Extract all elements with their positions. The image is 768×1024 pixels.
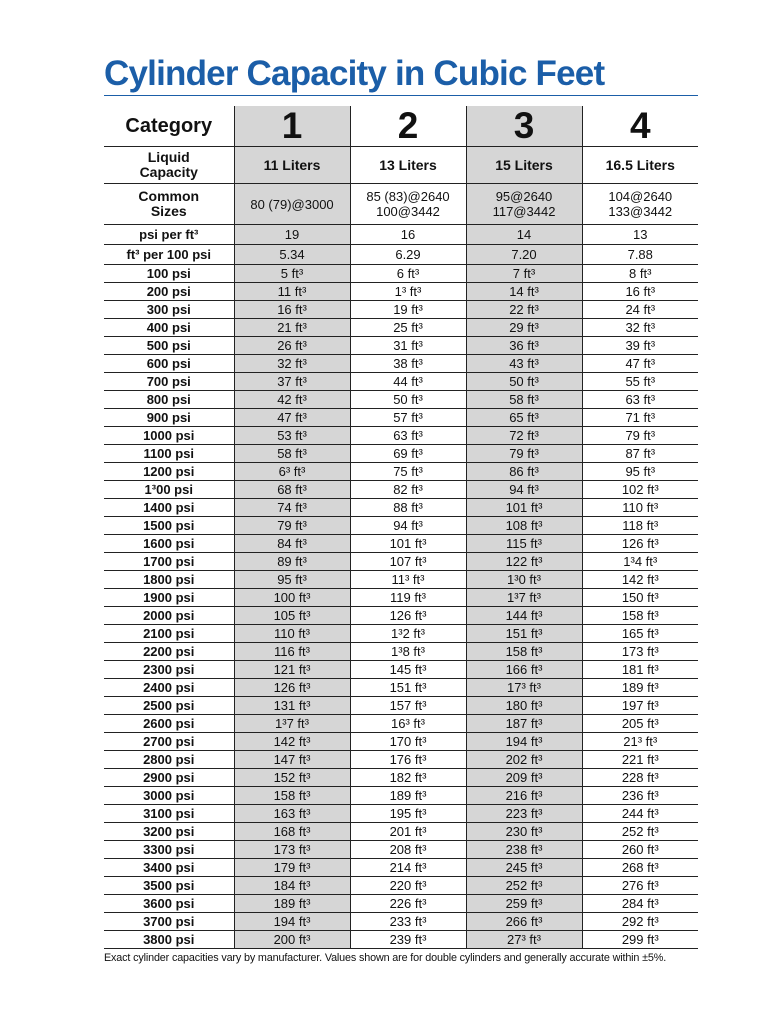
liquid-capacity-cell: 13 Liters: [350, 147, 466, 184]
capacity-cell: 157 ft³: [350, 697, 466, 715]
capacity-cell: 223 ft³: [466, 805, 582, 823]
capacity-cell: 142 ft³: [582, 571, 698, 589]
table-row: [104, 283, 698, 301]
capacity-cell: 144 ft³: [466, 607, 582, 625]
table-row: [104, 481, 698, 499]
common-sizes-cell: 85 (83)@2640 100@3442: [350, 184, 466, 225]
ft3-per-100psi-cell: 7.88: [582, 245, 698, 265]
pressure-label: 3400 psi: [104, 859, 234, 877]
table-row: [104, 895, 698, 913]
psi-per-ft3-cell: 19: [234, 225, 350, 245]
capacity-cell: 189 ft³: [350, 787, 466, 805]
psi-per-ft3-label: psi per ft³: [104, 225, 234, 245]
capacity-cell: 142 ft³: [234, 733, 350, 751]
pressure-label: 500 psi: [104, 337, 234, 355]
category-label: Category: [104, 106, 234, 147]
capacity-cell: 87 ft³: [582, 445, 698, 463]
pressure-label: 1600 psi: [104, 535, 234, 553]
capacity-cell: 53 ft³: [234, 427, 350, 445]
capacity-cell: 121 ft³: [234, 661, 350, 679]
capacity-cell: 101 ft³: [350, 535, 466, 553]
table-row: [104, 409, 698, 427]
capacity-cell: 173 ft³: [582, 643, 698, 661]
ft3-per-100psi-cell: 7.20: [466, 245, 582, 265]
capacity-cell: 118 ft³: [582, 517, 698, 535]
capacity-cell: 266 ft³: [466, 913, 582, 931]
table-row: [104, 805, 698, 823]
psi-per-ft3-cell: 16: [350, 225, 466, 245]
capacity-cell: 151 ft³: [350, 679, 466, 697]
capacity-cell: 82 ft³: [350, 481, 466, 499]
capacity-cell: 126 ft³: [234, 679, 350, 697]
capacity-cell: 209 ft³: [466, 769, 582, 787]
table-row: [104, 715, 698, 733]
capacity-cell: 189 ft³: [582, 679, 698, 697]
common-sizes-cell: 80 (79)@3000: [234, 184, 350, 225]
capacity-cell: 27³ ft³: [466, 931, 582, 949]
capacity-cell: 245 ft³: [466, 859, 582, 877]
table-row: [104, 571, 698, 589]
pressure-label: 2800 psi: [104, 751, 234, 769]
capacity-cell: 202 ft³: [466, 751, 582, 769]
capacity-cell: 238 ft³: [466, 841, 582, 859]
table-row: [104, 499, 698, 517]
pressure-label: 400 psi: [104, 319, 234, 337]
capacity-cell: 37 ft³: [234, 373, 350, 391]
capacity-cell: 108 ft³: [466, 517, 582, 535]
pressure-label: 1900 psi: [104, 589, 234, 607]
capacity-cell: 116 ft³: [234, 643, 350, 661]
pressure-label: 1100 psi: [104, 445, 234, 463]
ft3-per-100psi-cell: 6.29: [350, 245, 466, 265]
table-row: [104, 661, 698, 679]
capacity-cell: 71 ft³: [582, 409, 698, 427]
capacity-cell: 195 ft³: [350, 805, 466, 823]
capacity-cell: 50 ft³: [350, 391, 466, 409]
capacity-cell: 69 ft³: [350, 445, 466, 463]
liquid-capacity-row: [104, 147, 698, 184]
table-row: [104, 625, 698, 643]
capacity-cell: 236 ft³: [582, 787, 698, 805]
table-row: [104, 463, 698, 481]
pressure-label: 2000 psi: [104, 607, 234, 625]
capacity-cell: 43 ft³: [466, 355, 582, 373]
capacity-table: [104, 106, 698, 949]
capacity-cell: 31 ft³: [350, 337, 466, 355]
capacity-cell: 1³0 ft³: [466, 571, 582, 589]
capacity-cell: 260 ft³: [582, 841, 698, 859]
capacity-cell: 173 ft³: [234, 841, 350, 859]
table-row: [104, 931, 698, 949]
capacity-cell: 184 ft³: [234, 877, 350, 895]
liquid-capacity-cell: 15 Liters: [466, 147, 582, 184]
capacity-cell: 14 ft³: [466, 283, 582, 301]
pressure-label: 700 psi: [104, 373, 234, 391]
capacity-cell: 168 ft³: [234, 823, 350, 841]
capacity-cell: 1³2 ft³: [350, 625, 466, 643]
table-row: [104, 697, 698, 715]
capacity-cell: 94 ft³: [466, 481, 582, 499]
capacity-cell: 239 ft³: [350, 931, 466, 949]
pressure-label: 1400 psi: [104, 499, 234, 517]
pressure-label: 2500 psi: [104, 697, 234, 715]
capacity-cell: 5 ft³: [234, 265, 350, 283]
pressure-label: 3600 psi: [104, 895, 234, 913]
capacity-cell: 165 ft³: [582, 625, 698, 643]
capacity-cell: 176 ft³: [350, 751, 466, 769]
capacity-cell: 181 ft³: [582, 661, 698, 679]
capacity-cell: 107 ft³: [350, 553, 466, 571]
table-row: [104, 373, 698, 391]
capacity-cell: 163 ft³: [234, 805, 350, 823]
capacity-cell: 182 ft³: [350, 769, 466, 787]
capacity-cell: 214 ft³: [350, 859, 466, 877]
capacity-cell: 63 ft³: [582, 391, 698, 409]
capacity-cell: 58 ft³: [466, 391, 582, 409]
capacity-cell: 284 ft³: [582, 895, 698, 913]
capacity-cell: 158 ft³: [582, 607, 698, 625]
pressure-label: 2200 psi: [104, 643, 234, 661]
capacity-cell: 200 ft³: [234, 931, 350, 949]
psi-per-ft3-row: [104, 225, 698, 245]
pressure-label: 300 psi: [104, 301, 234, 319]
common-sizes-row: [104, 184, 698, 225]
capacity-cell: 88 ft³: [350, 499, 466, 517]
pressure-label: 1500 psi: [104, 517, 234, 535]
capacity-cell: 151 ft³: [466, 625, 582, 643]
capacity-cell: 216 ft³: [466, 787, 582, 805]
capacity-cell: 187 ft³: [466, 715, 582, 733]
capacity-cell: 145 ft³: [350, 661, 466, 679]
table-row: [104, 517, 698, 535]
liquid-capacity-label: Liquid Capacity: [104, 147, 234, 184]
capacity-cell: 268 ft³: [582, 859, 698, 877]
capacity-cell: 44 ft³: [350, 373, 466, 391]
ft3-per-100psi-row: [104, 245, 698, 265]
pressure-label: 600 psi: [104, 355, 234, 373]
capacity-cell: 208 ft³: [350, 841, 466, 859]
capacity-cell: 1³ ft³: [350, 283, 466, 301]
table-row: [104, 751, 698, 769]
capacity-cell: 11 ft³: [234, 283, 350, 301]
capacity-cell: 110 ft³: [234, 625, 350, 643]
capacity-cell: 65 ft³: [466, 409, 582, 427]
table-row: [104, 733, 698, 751]
category-4: 4: [582, 106, 698, 147]
capacity-cell: 72 ft³: [466, 427, 582, 445]
pressure-label: 2100 psi: [104, 625, 234, 643]
common-sizes-cell: 104@2640 133@3442: [582, 184, 698, 225]
capacity-cell: 68 ft³: [234, 481, 350, 499]
table-row: [104, 679, 698, 697]
capacity-cell: 1³8 ft³: [350, 643, 466, 661]
liquid-capacity-cell: 16.5 Liters: [582, 147, 698, 184]
capacity-cell: 57 ft³: [350, 409, 466, 427]
capacity-cell: 101 ft³: [466, 499, 582, 517]
capacity-cell: 259 ft³: [466, 895, 582, 913]
capacity-cell: 126 ft³: [350, 607, 466, 625]
capacity-cell: 100 ft³: [234, 589, 350, 607]
pressure-label: 2400 psi: [104, 679, 234, 697]
pressure-label: 2300 psi: [104, 661, 234, 679]
pressure-label: 3000 psi: [104, 787, 234, 805]
capacity-cell: 299 ft³: [582, 931, 698, 949]
capacity-cell: 94 ft³: [350, 517, 466, 535]
pressure-label: 900 psi: [104, 409, 234, 427]
capacity-cell: 42 ft³: [234, 391, 350, 409]
capacity-cell: 7 ft³: [466, 265, 582, 283]
capacity-cell: 86 ft³: [466, 463, 582, 481]
capacity-cell: 74 ft³: [234, 499, 350, 517]
capacity-cell: 276 ft³: [582, 877, 698, 895]
capacity-cell: 95 ft³: [234, 571, 350, 589]
capacity-cell: 89 ft³: [234, 553, 350, 571]
capacity-cell: 119 ft³: [350, 589, 466, 607]
capacity-cell: 79 ft³: [466, 445, 582, 463]
capacity-cell: 21³ ft³: [582, 733, 698, 751]
capacity-cell: 63 ft³: [350, 427, 466, 445]
title-divider: [104, 95, 698, 96]
ft3-per-100psi-cell: 5.34: [234, 245, 350, 265]
capacity-cell: 1³7 ft³: [466, 589, 582, 607]
table-row: [104, 859, 698, 877]
capacity-cell: 226 ft³: [350, 895, 466, 913]
capacity-cell: 201 ft³: [350, 823, 466, 841]
capacity-cell: 292 ft³: [582, 913, 698, 931]
table-row: [104, 445, 698, 463]
category-header-row: [104, 106, 698, 147]
capacity-cell: 19 ft³: [350, 301, 466, 319]
table-row: [104, 877, 698, 895]
capacity-cell: 26 ft³: [234, 337, 350, 355]
pressure-label: 1000 psi: [104, 427, 234, 445]
capacity-cell: 24 ft³: [582, 301, 698, 319]
capacity-cell: 220 ft³: [350, 877, 466, 895]
pressure-label: 3500 psi: [104, 877, 234, 895]
table-row: [104, 535, 698, 553]
capacity-cell: 194 ft³: [234, 913, 350, 931]
capacity-cell: 25 ft³: [350, 319, 466, 337]
capacity-cell: 102 ft³: [582, 481, 698, 499]
capacity-cell: 221 ft³: [582, 751, 698, 769]
pressure-label: 1200 psi: [104, 463, 234, 481]
category-1: 1: [234, 106, 350, 147]
pressure-label: 1800 psi: [104, 571, 234, 589]
capacity-cell: 244 ft³: [582, 805, 698, 823]
capacity-cell: 21 ft³: [234, 319, 350, 337]
footnote: Exact cylinder capacities vary by manufacturer. Values shown are for double cylinders and generally accurate within ±5%.: [104, 952, 667, 964]
common-sizes-label: Common Sizes: [104, 184, 234, 225]
capacity-cell: 110 ft³: [582, 499, 698, 517]
capacity-cell: 16³ ft³: [350, 715, 466, 733]
pressure-label: 800 psi: [104, 391, 234, 409]
capacity-cell: 39 ft³: [582, 337, 698, 355]
capacity-cell: 16 ft³: [582, 283, 698, 301]
capacity-cell: 197 ft³: [582, 697, 698, 715]
table-row: [104, 337, 698, 355]
capacity-cell: 166 ft³: [466, 661, 582, 679]
pressure-label: 1700 psi: [104, 553, 234, 571]
capacity-cell: 79 ft³: [234, 517, 350, 535]
capacity-cell: 17³ ft³: [466, 679, 582, 697]
capacity-cell: 115 ft³: [466, 535, 582, 553]
table-row: [104, 589, 698, 607]
capacity-cell: 252 ft³: [466, 877, 582, 895]
capacity-cell: 32 ft³: [234, 355, 350, 373]
capacity-cell: 55 ft³: [582, 373, 698, 391]
pressure-label: 3200 psi: [104, 823, 234, 841]
category-3: 3: [466, 106, 582, 147]
capacity-cell: 233 ft³: [350, 913, 466, 931]
pressure-label: 3800 psi: [104, 931, 234, 949]
table-row: [104, 607, 698, 625]
capacity-cell: 1³4 ft³: [582, 553, 698, 571]
pressure-label: 100 psi: [104, 265, 234, 283]
pressure-label: 2600 psi: [104, 715, 234, 733]
capacity-cell: 228 ft³: [582, 769, 698, 787]
capacity-cell: 36 ft³: [466, 337, 582, 355]
capacity-cell: 179 ft³: [234, 859, 350, 877]
capacity-cell: 230 ft³: [466, 823, 582, 841]
table-row: [104, 769, 698, 787]
table-row: [104, 841, 698, 859]
capacity-cell: 38 ft³: [350, 355, 466, 373]
page-title: Cylinder Capacity in Cubic Feet: [104, 54, 605, 93]
capacity-cell: 126 ft³: [582, 535, 698, 553]
table-row: [104, 787, 698, 805]
pressure-label: 200 psi: [104, 283, 234, 301]
capacity-cell: 47 ft³: [582, 355, 698, 373]
capacity-cell: 158 ft³: [466, 643, 582, 661]
table-row: [104, 913, 698, 931]
capacity-cell: 170 ft³: [350, 733, 466, 751]
pressure-label: 3300 psi: [104, 841, 234, 859]
capacity-cell: 6³ ft³: [234, 463, 350, 481]
capacity-cell: 11³ ft³: [350, 571, 466, 589]
table-row: [104, 301, 698, 319]
capacity-cell: 147 ft³: [234, 751, 350, 769]
capacity-cell: 158 ft³: [234, 787, 350, 805]
capacity-cell: 150 ft³: [582, 589, 698, 607]
pressure-label: 1³00 psi: [104, 481, 234, 499]
capacity-cell: 6 ft³: [350, 265, 466, 283]
capacity-cell: 58 ft³: [234, 445, 350, 463]
table-row: [104, 427, 698, 445]
table-row: [104, 643, 698, 661]
psi-per-ft3-cell: 14: [466, 225, 582, 245]
table-row: [104, 391, 698, 409]
capacity-cell: 122 ft³: [466, 553, 582, 571]
capacity-cell: 95 ft³: [582, 463, 698, 481]
table-row: [104, 265, 698, 283]
table-row: [104, 553, 698, 571]
liquid-capacity-cell: 11 Liters: [234, 147, 350, 184]
capacity-cell: 152 ft³: [234, 769, 350, 787]
capacity-cell: 194 ft³: [466, 733, 582, 751]
capacity-cell: 47 ft³: [234, 409, 350, 427]
pressure-label: 2900 psi: [104, 769, 234, 787]
table-row: [104, 355, 698, 373]
pressure-label: 3100 psi: [104, 805, 234, 823]
table-row: [104, 823, 698, 841]
capacity-cell: 1³7 ft³: [234, 715, 350, 733]
capacity-cell: 205 ft³: [582, 715, 698, 733]
capacity-cell: 16 ft³: [234, 301, 350, 319]
capacity-cell: 8 ft³: [582, 265, 698, 283]
pressure-label: 2700 psi: [104, 733, 234, 751]
ft3-per-100psi-label: ft³ per 100 psi: [104, 245, 234, 265]
capacity-cell: 75 ft³: [350, 463, 466, 481]
capacity-cell: 29 ft³: [466, 319, 582, 337]
category-2: 2: [350, 106, 466, 147]
capacity-cell: 131 ft³: [234, 697, 350, 715]
pressure-label: 3700 psi: [104, 913, 234, 931]
capacity-cell: 32 ft³: [582, 319, 698, 337]
capacity-cell: 105 ft³: [234, 607, 350, 625]
capacity-cell: 252 ft³: [582, 823, 698, 841]
capacity-cell: 50 ft³: [466, 373, 582, 391]
capacity-cell: 189 ft³: [234, 895, 350, 913]
common-sizes-cell: 95@2640 117@3442: [466, 184, 582, 225]
capacity-cell: 79 ft³: [582, 427, 698, 445]
capacity-cell: 22 ft³: [466, 301, 582, 319]
psi-per-ft3-cell: 13: [582, 225, 698, 245]
table-row: [104, 319, 698, 337]
capacity-cell: 180 ft³: [466, 697, 582, 715]
capacity-cell: 84 ft³: [234, 535, 350, 553]
